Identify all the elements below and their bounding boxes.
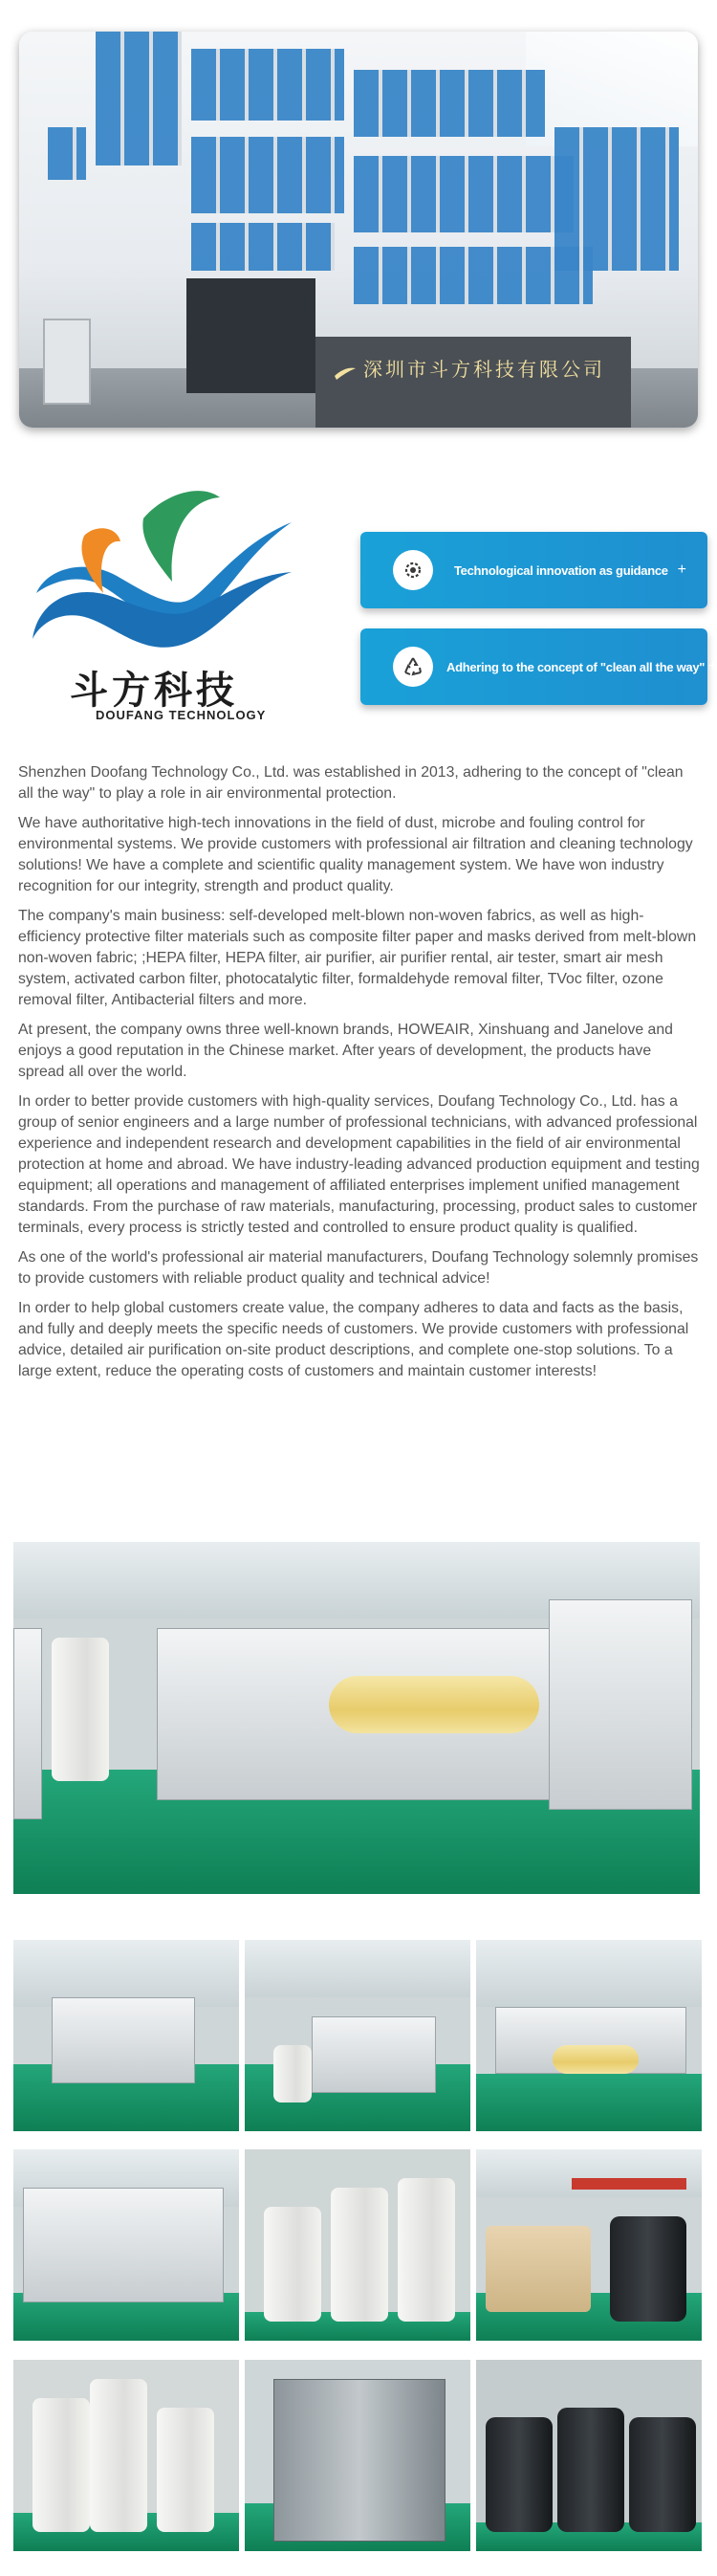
plus-icon: +: [708, 658, 717, 674]
intro-paragraph: Shenzhen Doofang Technology Co., Ltd. was established in 2013, adhering to the concept of "clean all the way" to play a role in air environmental protection.: [18, 764, 684, 802]
tag-clean-concept-button[interactable]: [360, 628, 717, 705]
intro-paragraph: In order to better provide customers with high-quality services, Doufang Technology Co., Ltd. has a group of senior engineers and a large number of professional technicians, with advanced professional experience and independent research and development capabilities in the field of air environmental protection at home and abroad. We have industry-leading advanced production equipment and testing equipment; all operations and management of affiliated enterprises implement unified management standards. From the purchase of raw materials, manufacturing, processing, product sales to customer terminals, every process is strictly tested and controlled to ensure product quality is qualified.: [18, 1093, 700, 1236]
plus-icon: +: [677, 561, 686, 578]
filter-rolls-photo: [13, 2360, 239, 2551]
intro-paragraph: As one of the world's professional air material manufacturers, Doufang Technology solemnly promises to provide customers with reliable product quality and technical advice!: [18, 1249, 699, 1287]
raw-material-rolls-photo: [245, 2149, 470, 2341]
tag-clean-concept-label: Adhering to the concept of "clean all the way": [446, 659, 706, 674]
factory-production-line-photo: [13, 1542, 700, 1894]
material-bags-photo: [476, 2149, 702, 2341]
intro-paragraph: In order to help global customers create value, the company adheres to data and facts as the basis, and fully and deeply meets the specific needs of customers. We provide customers with professional advice, detailed air purification on-site product descriptions, and complete one-stop solutions. To a large extent, reduce the operating costs of customers and maintain customer interests!: [18, 1300, 689, 1379]
entrance-door: [186, 278, 315, 393]
factory-photo: [476, 1940, 702, 2131]
company-intro-text: [18, 762, 701, 1391]
factory-photo: [245, 1940, 470, 2131]
building-sign-text: 深圳市斗方科技有限公司: [363, 358, 605, 381]
company-building-photo: [19, 32, 698, 428]
intro-paragraph: The company's main business: self-developed melt-blown non-woven fabrics, as well as high-efficiency protective filter materials such as composite filter paper and masks derived from melt-blown non-woven fabric; ;HEPA filter, HEPA filter, air purifier, air purifier rental, air tester, smart air mesh system, activated carbon filter, photocatalytic filter, formaldehyde removal filter, TVoc filter, ozone removal filter, Antibacterial filters and more.: [18, 908, 697, 1008]
gate: [43, 319, 91, 405]
logo-chinese-name: 斗方科技: [70, 668, 238, 713]
logo-english-name: DOUFANG TECHNOLOGY: [96, 708, 267, 722]
recycle-icon: [393, 647, 433, 687]
sign-logo-icon: [333, 363, 358, 382]
sign-wall: [315, 337, 631, 428]
factory-photo: [13, 2149, 239, 2341]
equipment-cabinets-photo: [245, 2360, 470, 2551]
factory-photo: [13, 1940, 239, 2131]
gear-icon: [393, 550, 433, 590]
tag-innovation-button[interactable]: [360, 532, 707, 608]
intro-paragraph: At present, the company owns three well-known brands, HOWEAIR, Xinshuang and Janelove and enjoys a good reputation in the Chinese market. After years of development, the products have spread all over the world.: [18, 1022, 673, 1080]
intro-paragraph: We have authoritative high-tech innovations in the field of dust, microbe and fouling control for environmental systems. We provide customers with professional air filtration and cleaning technology solutions! We have a complete and scientific quality management system. We have won industry recognition for our integrity, strength and product quality.: [18, 815, 693, 894]
tag-innovation-label: Technological innovation as guidance: [454, 562, 668, 578]
dark-material-rolls-photo: [476, 2360, 702, 2551]
